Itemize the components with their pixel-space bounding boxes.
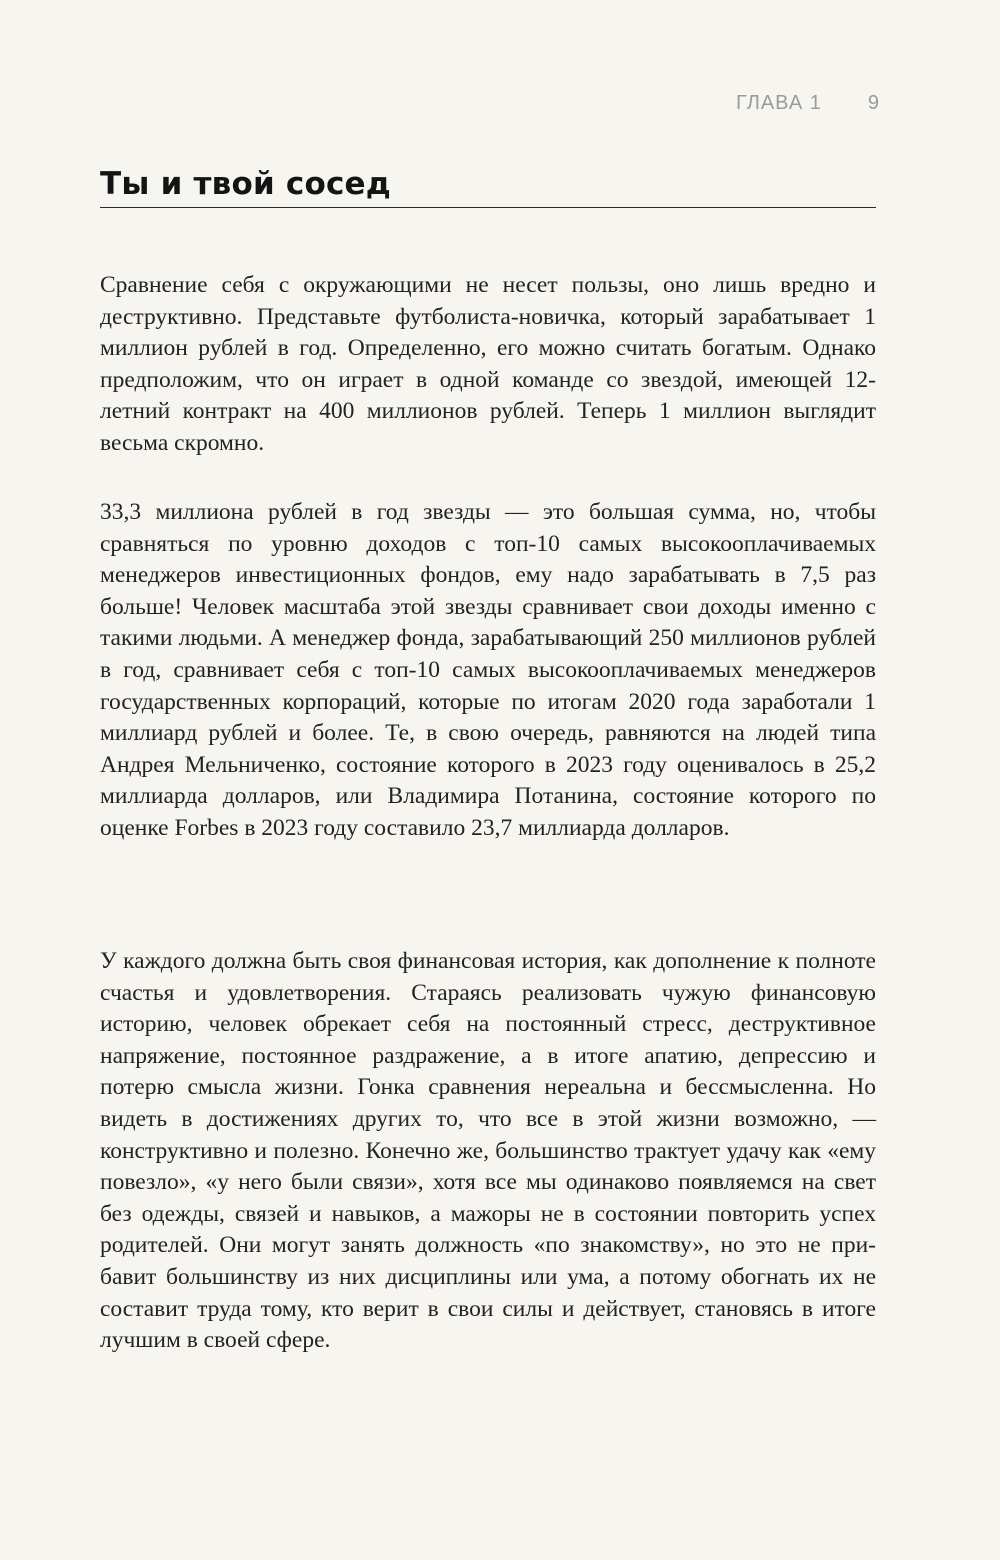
page-number: 9 xyxy=(867,92,880,114)
section-title: Ты и твой сосед xyxy=(100,166,391,202)
running-header xyxy=(736,92,880,115)
title-underline xyxy=(100,207,876,208)
body-paragraph-3: У каждого должна быть своя финансовая история, как дополнение к полноте счастья и удовлетворения. Стараясь реализовать чужую финансовую историю, человек обрекает себя на постоянный стресс, деструктивное напряжение, постоянное раздражение, а в итоге апатию, депрессию и потерю смысла жизни. Гонка сравнения нереальна и бессмысленна. Но видеть в достижениях других то, что все в этой жизни возможно, — конструктивно и полезно. Конечно же, большинство трактует удачу как «ему повезло», «у него были связи», хотя все мы одинаково появляемся на свет без одежды, связей и навыков, а мажоры не в состоянии повторить успех родителей. Они могут занять должность «по знакомству», но это не прибавит большинству из них дисциплины или ума, а потому обогнать их не составит труда тому, кто верит в свои силы и действует, становясь в итоге лучшим в своей сфере. xyxy=(100,948,876,1354)
chapter-label: ГЛАВА 1 xyxy=(736,92,822,114)
body-paragraph-1: Сравнение себя с окружающими не несет пользы, оно лишь вредно и деструктивно. Представьте футболиста-новичка, который зарабатывает 1 миллион рублей в год. Определенно, его можно считать богатым. Однако предположим, что он играет в одной команде со звездой, имеющей 12-летний контракт на 400 миллионов рублей. Теперь 1 миллион выглядит весьма скромно. xyxy=(100,272,876,456)
body-paragraph-2: 33,3 миллиона рублей в год звезды — это большая сумма, но, чтобы сравняться по уровню доходов с топ-10 самых высокооплачиваемых менеджеров инвестиционных фондов, ему надо зарабатывать в 7,5 раз больше! Человек масштаба этой звезды сравнивает свои доходы именно с такими людьми. А менеджер фонда, зарабатывающий 250 миллионов рублей в год, сравнивает себя с топ-10 самых высокооплачиваемых менеджеров государственных корпораций, которые по итогам 2020 года заработали 1 миллиард рублей и более. Те, в свою очередь, равняются на людей типа Андрея Мельниченко, состояние которого в 2023 году оценивалось в 25,2 миллиарда долларов, или Владимира Потанина, состояние которого по оценке Forbes в 2023 году составило 23,7 миллиарда долларов. xyxy=(100,499,876,841)
